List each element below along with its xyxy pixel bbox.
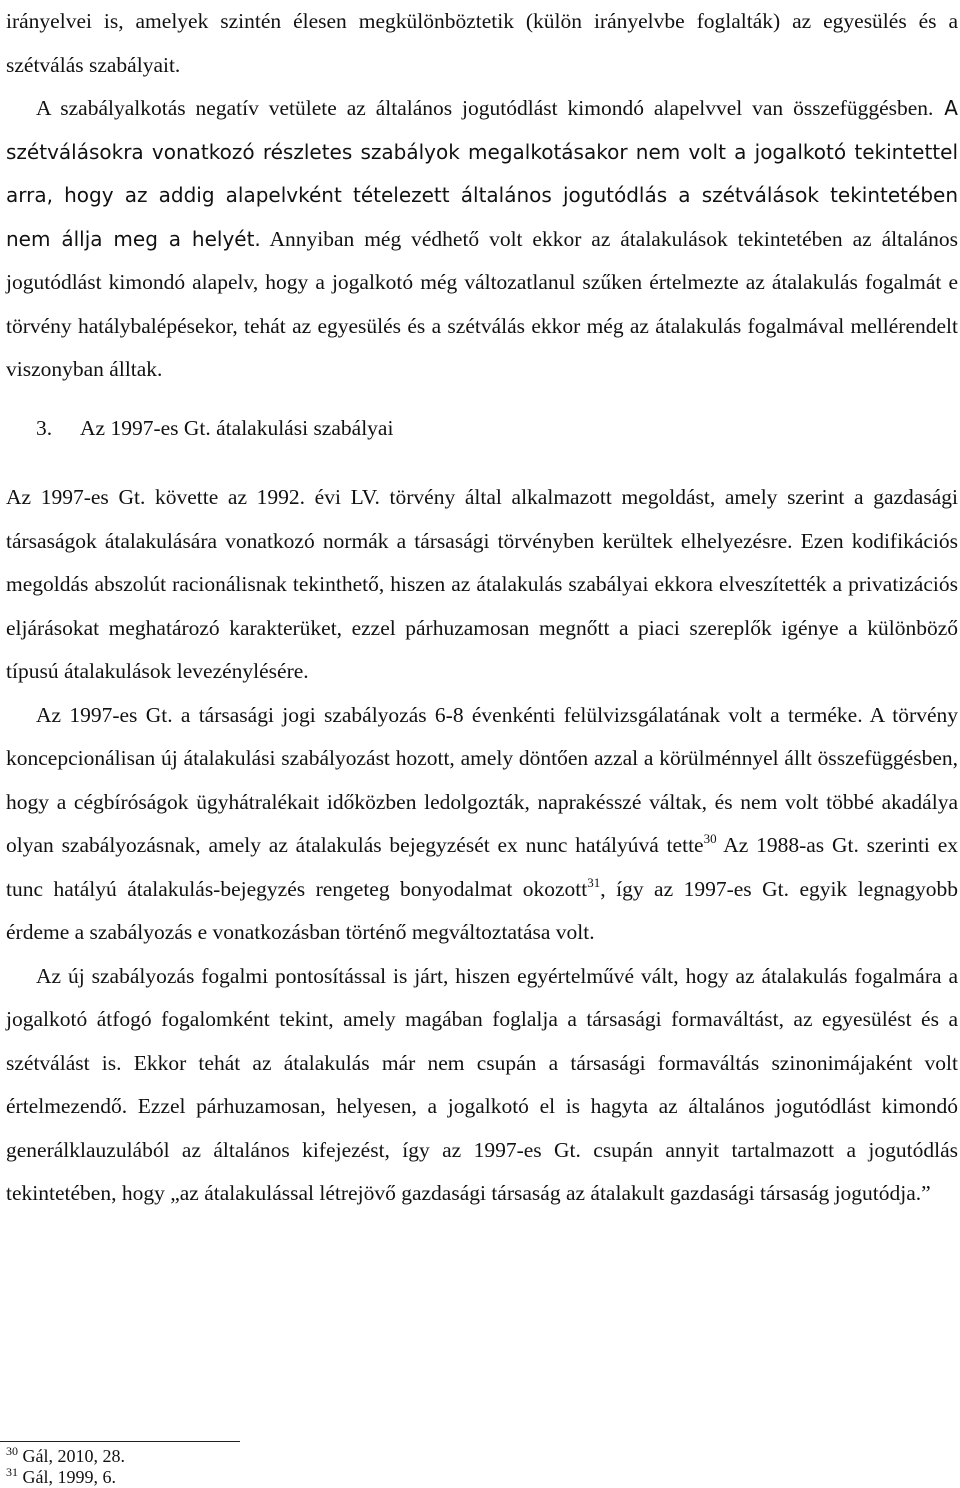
footnote-30 [6, 1445, 125, 1467]
footnote-ref-31[interactable]: 31 [587, 874, 601, 890]
footnote-31 [6, 1466, 116, 1488]
footnote-ref-30[interactable]: 30 [703, 831, 717, 846]
section-paragraph-2-part-3: , így az 1997-es Gt. egyik legnagyobb érdeme a szabályozás e vonatkozásban történő megváltoztatása volt. [6, 876, 959, 944]
document-page [6, 0, 958, 1216]
footnote-text: Gál, 1999, 6. [22, 1467, 116, 1487]
footnote-text: Gál, 2010, 28. [22, 1446, 125, 1466]
paragraph-1: irányelvei is, amelyek szintén élesen megkülönböztetik (külön irányelvbe foglalták) az egyesülés és a szétválás szabályait. [6, 9, 958, 77]
paragraph-2-sentence-3: Annyiban még védhető volt ekkor az átalakulások tekintetében az általános jogutódlást kimondó alapelv, hogy a jogalkotó még változatlanul szűken értelmezte az átalakulás fogalmát e törvény hatálybalépésekor, tehát az egyesülés és a szétválás ekkor még az átalakulás fogalmával mellérendelt viszonyban álltak. [6, 226, 958, 381]
section-number: 3. [36, 415, 53, 440]
footnote-separator [0, 1441, 240, 1442]
paragraph-2-sentence-2: A szétválásokra vonatkozó részletes szabályok megalkotásakor nem volt a jogalkotó tekintettel arra, hogy az addig alapelvként tételezett általános jogutódlás a szétválások tekintetében nem állja meg a helyét. [6, 96, 958, 251]
section-title: Az 1997-es Gt. átalakulási szabályai [80, 415, 394, 440]
footnote-number: 30 [6, 1444, 18, 1458]
section-paragraph-3: Az új szabályozás fogalmi pontosítással is járt, hiszen egyértelművé vált, hogy az átalakulás fogalmára a jogalkotó átfogó fogalomként tekint, amely magában foglalja a társasági formaváltást, az egyesülést és a szétválást is. Ekkor tehát az átalakulás már nem csupán a társasági formaváltás szinonimájaként volt értelmezendő. Ezzel párhuzamosan, helyesen, a jogalkotó el is hagyta az általános jogutódlást kimondó generálklauzulából az általános kifejezést, így az 1997-es Gt. csupán annyit tartalmazott a jogutódlás tekintetében, hogy „az átalakulással létrejövő gazdasági társaság az átalakult gazdasági társaság jogutódja.” [6, 963, 958, 1205]
section-heading [6, 407, 958, 451]
section-paragraph-2-part-1: Az 1997-es Gt. a társasági jogi szabályozás 6-8 évenkénti felülvizsgálatának volt a terméke. A törvény koncepcionálisan új átalakulási szabályozást hozott, amely döntően azzal a körülménnyel állt összefüggésben, hogy a cégbíróságok ügyhátralékait időközben ledolgozták, naprakésszé váltak, és nem volt többé akadálya olyan szabályozásnak, amely az átalakulás bejegyzését ex nunc hatályúvá tette [6, 702, 958, 857]
paragraph-2-sentence-1: A szabályalkotás negatív vetülete az általános jogutódlást kimondó alapelvvel van összefüggésben. [36, 96, 934, 120]
footnote-number: 31 [6, 1465, 18, 1479]
section-paragraph-2-part-2: Az 1988-as Gt. szerinti ex tunc hatályú átalakulás-bejegyzés rengeteg bonyodalmat okozott [6, 833, 959, 901]
section-paragraph-2 [6, 694, 958, 955]
paragraph-2 [6, 87, 958, 392]
section-paragraph-1: Az 1997-es Gt. követte az 1992. évi LV. törvény által alkalmazott megoldást, amely szerint a gazdasági társaságok átalakulására vonatkozó normák a társasági törvényben kerültek elhelyezésre. Ezen kodifikációs megoldás abszolút racionálisnak tekinthető, hiszen az átalakulás szabályai ekkora elveszítették a privatizációs eljárásokat meghatározó karakterüket, ezzel párhuzamosan megnőtt a piaci szereplők igénye a különböző típusú átalakulások levezénylésére. [6, 485, 958, 683]
